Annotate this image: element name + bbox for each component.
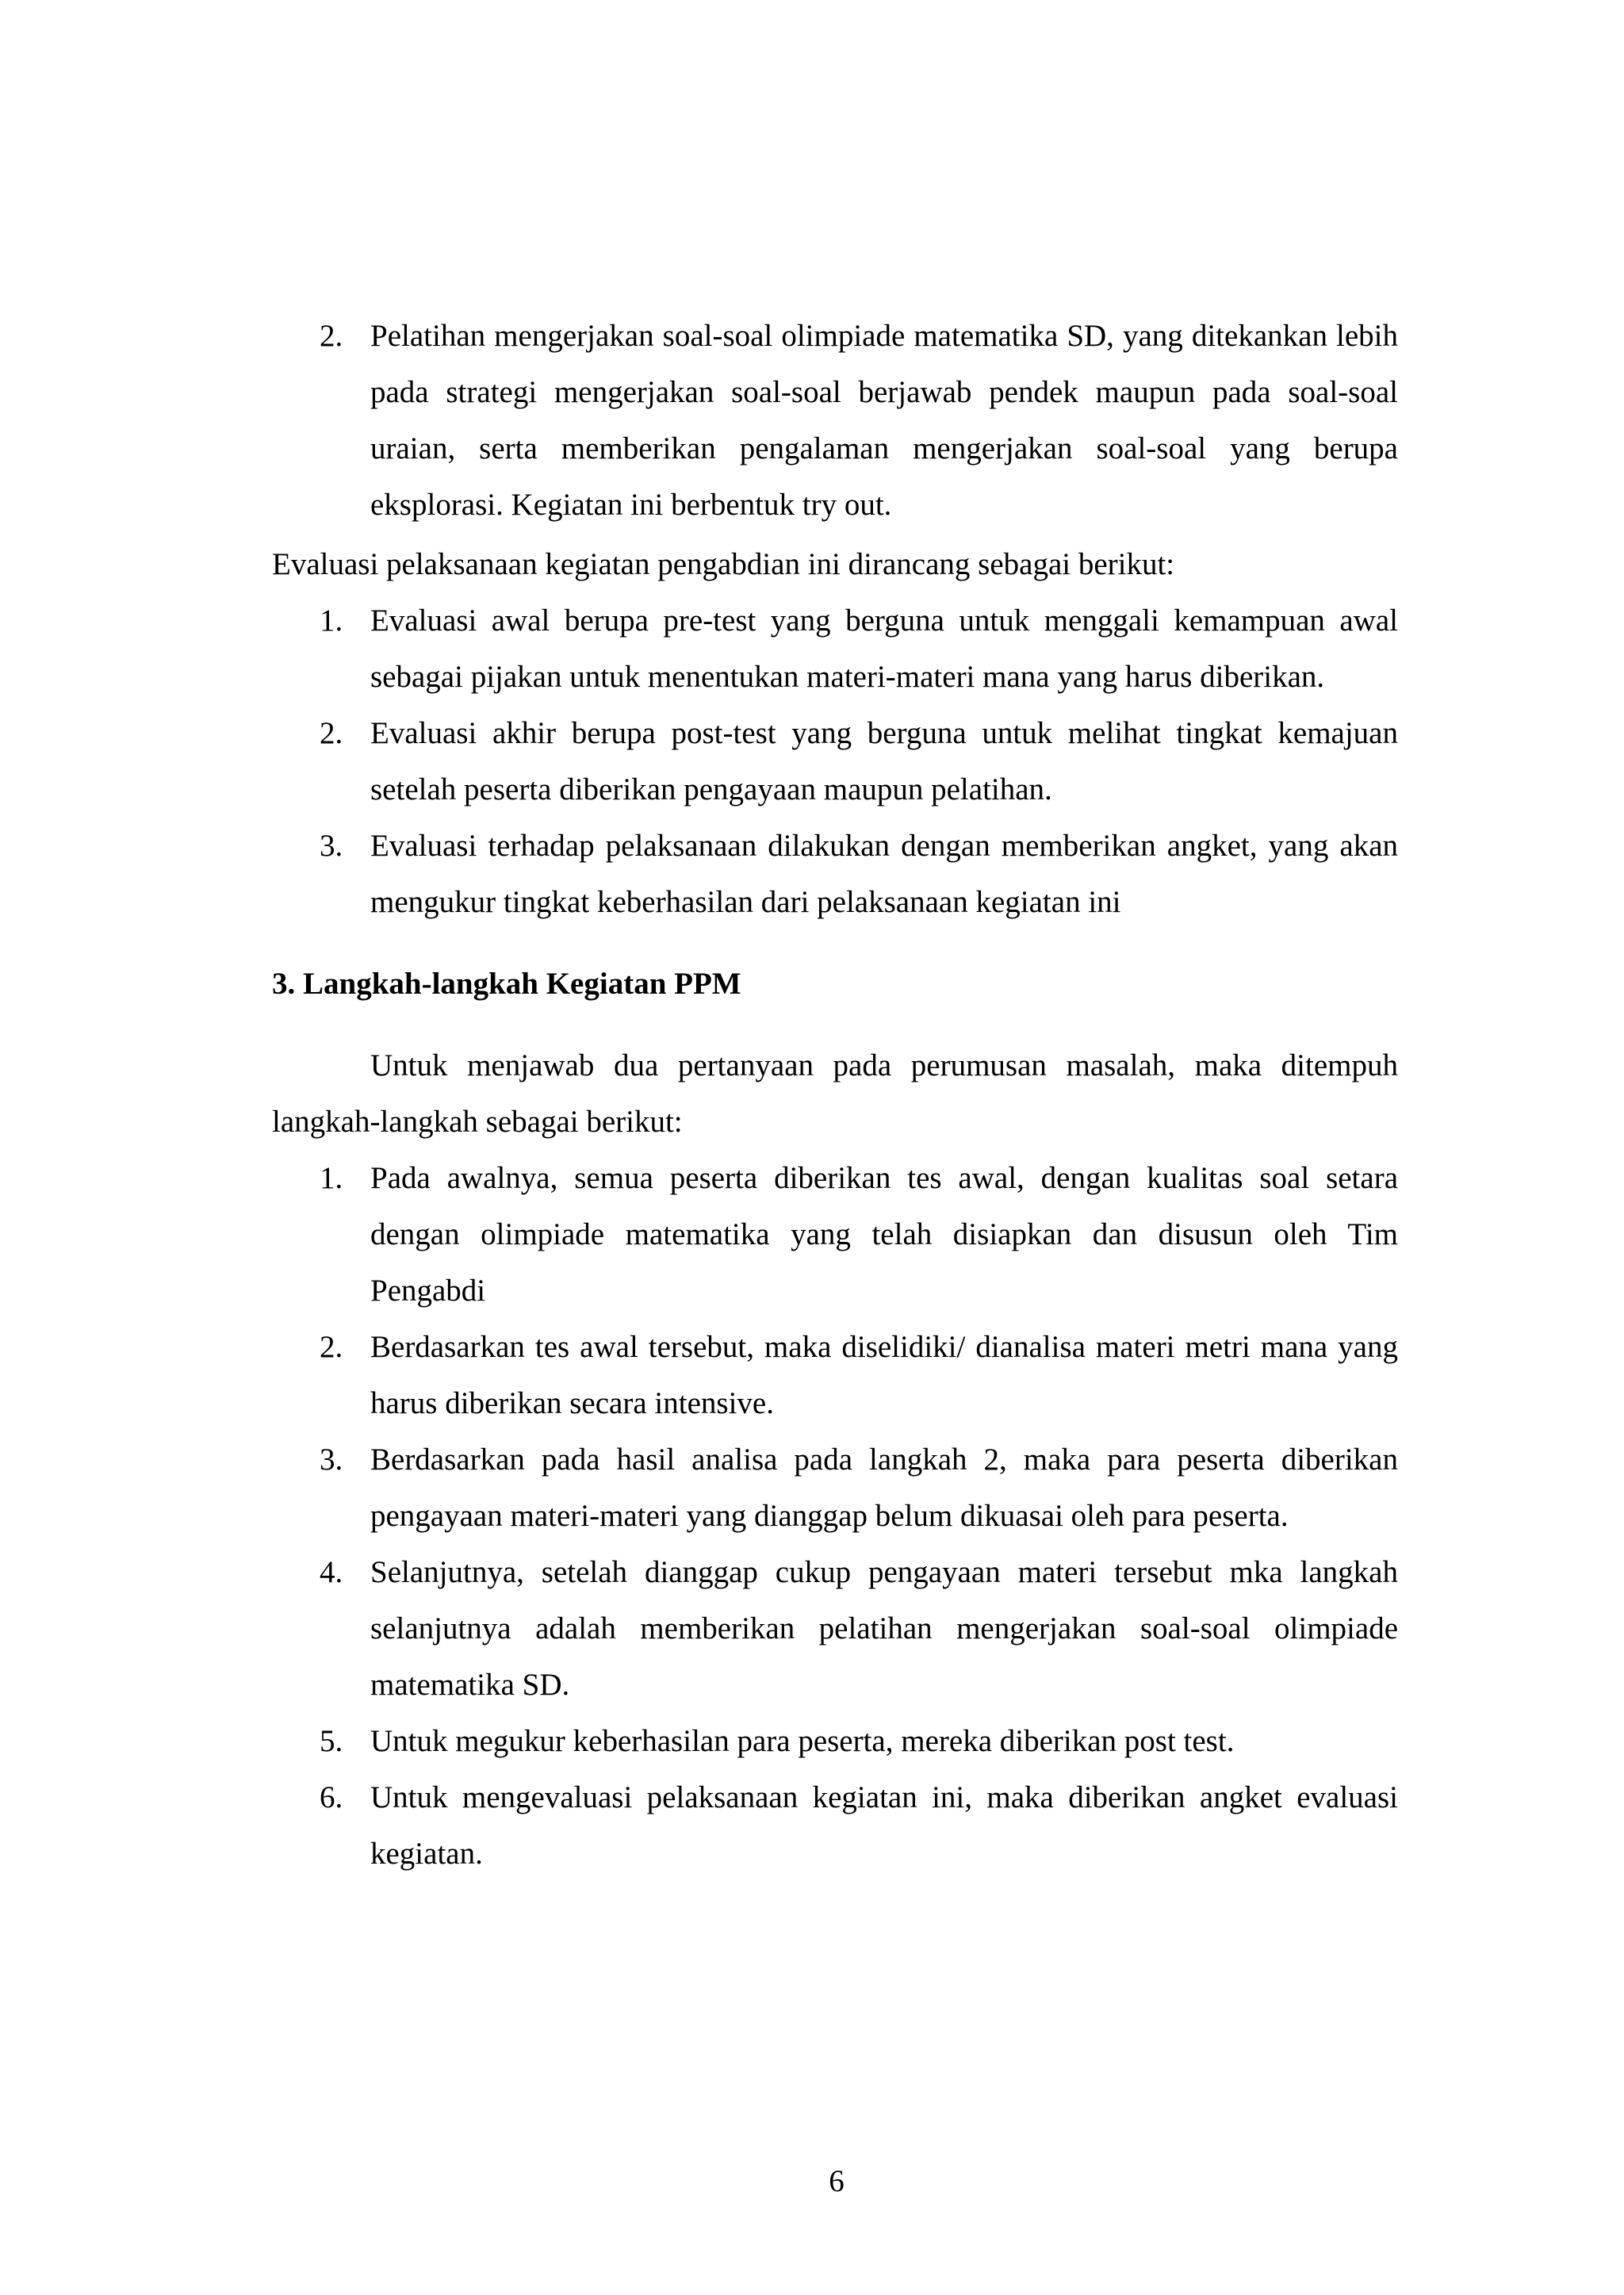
list-item-text: Berdasarkan tes awal tersebut, maka diselidiki/ dianalisa materi metri mana yang harus diberikan secara intensive. [370, 1330, 1398, 1420]
list-item-text: Pada awalnya, semua peserta diberikan tes awal, dengan kualitas soal setara dengan olimpiade matematika yang telah disiapkan dan disusun oleh Tim Pengabdi [370, 1161, 1398, 1308]
list-item-text: Selanjutnya, setelah dianggap cukup pengayaan materi tersebut mka langkah selanjutnya adalah memberikan pelatihan mengerjakan soal-soal olimpiade matematika SD. [370, 1555, 1398, 1702]
list-item-number: 2. [320, 319, 343, 353]
page-number: 6 [829, 2164, 845, 2198]
list-item [272, 308, 1398, 533]
list-item-number: 2. [320, 716, 343, 750]
list-item [272, 1713, 1398, 1769]
list-item [272, 1769, 1398, 1882]
list-item [272, 592, 1398, 705]
list-item-number: 4. [320, 1555, 343, 1589]
list-item-number: 1. [320, 1161, 343, 1195]
list-item-text: Evaluasi awal berupa pre-test yang berguna untuk menggali kemampuan awal sebagai pijakan untuk menentukan materi-materi mana yang harus diberikan. [370, 603, 1398, 694]
training-list [272, 308, 1398, 533]
list-item-text: Evaluasi akhir berupa post-test yang berguna untuk melihat tingkat kemajuan setelah peserta diberikan pengayaan maupun pelatihan. [370, 716, 1398, 807]
list-item-text: Evaluasi terhadap pelaksanaan dilakukan dengan memberikan angket, yang akan mengukur tingkat keberhasilan dari pelaksanaan kegiatan ini [370, 829, 1398, 919]
list-item-number: 3. [320, 829, 343, 863]
list-item [272, 818, 1398, 930]
document-body [272, 308, 1398, 1882]
list-item-text: Pelatihan mengerjakan soal-soal olimpiade matematika SD, yang ditekankan lebih pada strategi mengerjakan soal-soal berjawab pendek maupun pada soal-soal uraian, serta memberikan pengalaman mengerjakan soal-soal yang berupa eksplorasi. Kegiatan ini berbentuk try out. [370, 319, 1398, 522]
list-item-number: 2. [320, 1330, 343, 1364]
list-item [272, 1544, 1398, 1713]
list-item [272, 1150, 1398, 1319]
list-item-number: 1. [320, 603, 343, 638]
list-item [272, 1431, 1398, 1544]
list-item [272, 705, 1398, 818]
section-intro: Untuk menjawab dua pertanyaan pada perumusan masalah, maka ditempuh langkah-langkah sebagai berikut: [272, 1048, 1398, 1139]
list-item-number: 6. [320, 1780, 343, 1814]
evaluation-intro: Evaluasi pelaksanaan kegiatan pengabdian ini dirancang sebagai berikut: [272, 547, 1175, 581]
list-item-text: Untuk mengevaluasi pelaksanaan kegiatan ini, maka diberikan angket evaluasi kegiatan. [370, 1780, 1398, 1871]
section-heading: 3. Langkah-langkah Kegiatan PPM [272, 967, 741, 1001]
list-item-number: 3. [320, 1443, 343, 1477]
list-item [272, 1319, 1398, 1431]
steps-list [272, 1150, 1398, 1882]
list-item-text: Untuk megukur keberhasilan para peserta, mereka diberikan post test. [370, 1724, 1235, 1758]
evaluation-list [272, 592, 1398, 930]
list-item-number: 5. [320, 1724, 343, 1758]
list-item-text: Berdasarkan pada hasil analisa pada langkah 2, maka para peserta diberikan pengayaan materi-materi yang dianggap belum dikuasai oleh para peserta. [370, 1443, 1398, 1533]
